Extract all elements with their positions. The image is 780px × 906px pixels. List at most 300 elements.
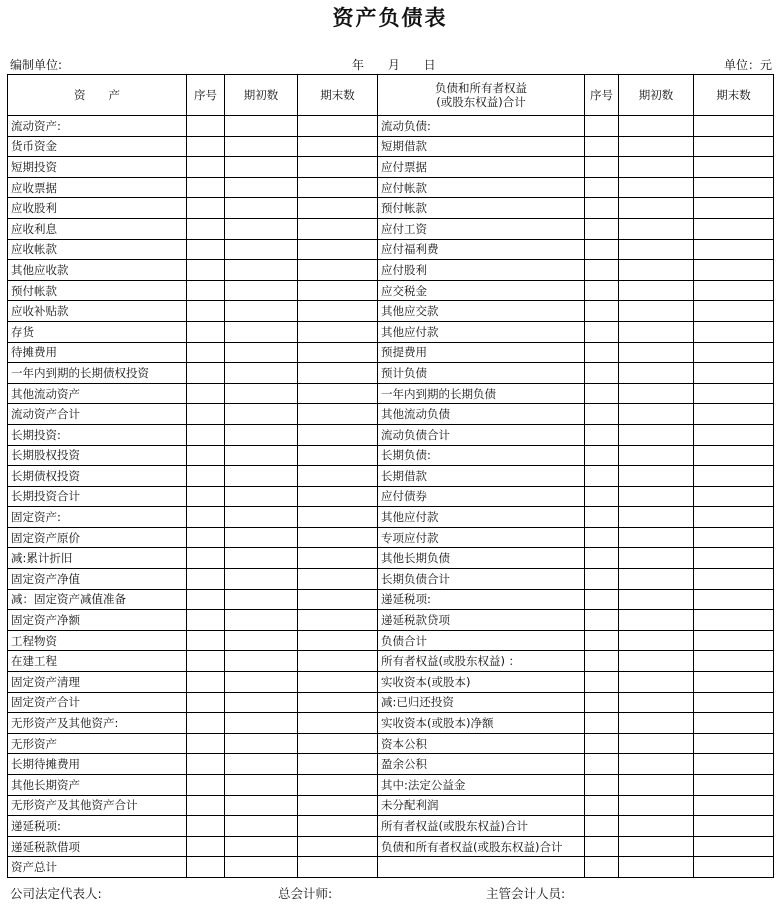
liability-end-cell[interactable] — [694, 239, 774, 260]
liability-end-cell[interactable] — [694, 445, 774, 466]
liability-item-cell: 其他流动负债 — [378, 404, 585, 425]
asset-seq-cell[interactable] — [187, 198, 225, 219]
table-row — [8, 507, 774, 528]
liability-end-cell[interactable] — [694, 363, 774, 384]
liability-item-cell: 负债合计 — [378, 630, 585, 651]
asset-item-cell: 应收帐款 — [8, 239, 187, 260]
liability-begin-cell[interactable] — [619, 404, 694, 425]
liability-end-cell[interactable] — [694, 857, 774, 878]
asset-end-cell[interactable] — [298, 795, 378, 816]
liability-seq-cell[interactable] — [585, 630, 619, 651]
asset-seq-cell[interactable] — [187, 445, 225, 466]
liability-begin-cell[interactable] — [619, 280, 694, 301]
liability-begin-cell[interactable] — [619, 569, 694, 590]
liability-end-cell[interactable] — [694, 466, 774, 487]
asset-seq-cell[interactable] — [187, 157, 225, 178]
asset-end-cell[interactable] — [298, 857, 378, 878]
liability-end-cell[interactable] — [694, 548, 774, 569]
liability-end-cell[interactable] — [694, 569, 774, 590]
liability-end-cell[interactable] — [694, 733, 774, 754]
liability-item-cell: 其中:法定公益金 — [378, 775, 585, 796]
asset-end-cell[interactable] — [298, 383, 378, 404]
asset-seq-cell[interactable] — [187, 218, 225, 239]
liability-begin-cell[interactable] — [619, 672, 694, 693]
asset-seq-cell[interactable] — [187, 321, 225, 342]
asset-item-cell: 固定资产净额 — [8, 610, 187, 631]
liability-begin-cell[interactable] — [619, 321, 694, 342]
table-row — [8, 116, 774, 137]
liability-seq-cell[interactable] — [585, 836, 619, 857]
asset-seq-cell[interactable] — [187, 651, 225, 672]
liability-end-cell[interactable] — [694, 795, 774, 816]
liability-seq-cell[interactable] — [585, 816, 619, 837]
liability-begin-cell[interactable] — [619, 692, 694, 713]
liability-begin-cell[interactable] — [619, 445, 694, 466]
asset-begin-cell[interactable] — [225, 527, 298, 548]
asset-end-cell[interactable] — [298, 177, 378, 198]
liability-seq-cell[interactable] — [585, 363, 619, 384]
liability-end-cell[interactable] — [694, 527, 774, 548]
liability-seq-cell[interactable] — [585, 775, 619, 796]
asset-end-cell[interactable] — [298, 116, 378, 137]
liability-seq-cell[interactable] — [585, 177, 619, 198]
liability-seq-cell[interactable] — [585, 795, 619, 816]
table-row — [8, 548, 774, 569]
liability-end-cell[interactable] — [694, 651, 774, 672]
asset-end-cell[interactable] — [298, 569, 378, 590]
asset-seq-cell[interactable] — [187, 136, 225, 157]
header-liabilities — [378, 75, 585, 116]
liability-item-cell: 其他应付款 — [378, 507, 585, 528]
liability-seq-cell[interactable] — [585, 713, 619, 734]
asset-begin-cell[interactable] — [225, 321, 298, 342]
table-row — [8, 733, 774, 754]
asset-end-cell[interactable] — [298, 548, 378, 569]
page-title: 资产负债表 — [332, 6, 448, 30]
table-row — [8, 713, 774, 734]
asset-seq-cell[interactable] — [187, 857, 225, 878]
asset-end-cell[interactable] — [298, 836, 378, 857]
asset-item-cell: 固定资产: — [8, 507, 187, 528]
header-begin-2: 期初数 — [619, 75, 694, 116]
liability-seq-cell[interactable] — [585, 610, 619, 631]
asset-end-cell[interactable] — [298, 527, 378, 548]
asset-end-cell[interactable] — [298, 754, 378, 775]
asset-item-cell: 递延税项: — [8, 816, 187, 837]
liability-begin-cell[interactable] — [619, 630, 694, 651]
header-begin: 期初数 — [225, 75, 298, 116]
asset-begin-cell[interactable] — [225, 548, 298, 569]
asset-begin-cell[interactable] — [225, 198, 298, 219]
table-row — [8, 486, 774, 507]
liability-seq-cell[interactable] — [585, 651, 619, 672]
asset-end-cell[interactable] — [298, 424, 378, 445]
liability-end-cell[interactable] — [694, 260, 774, 281]
liability-begin-cell[interactable] — [619, 754, 694, 775]
asset-item-cell: 其他长期资产 — [8, 775, 187, 796]
liability-item-cell: 应付工资 — [378, 218, 585, 239]
asset-end-cell[interactable] — [298, 157, 378, 178]
liability-item-cell: 长期借款 — [378, 466, 585, 487]
chief-accountant-label: 总会计师: — [278, 886, 333, 901]
asset-begin-cell[interactable] — [225, 260, 298, 281]
liability-item-cell: 一年内到期的长期负债 — [378, 383, 585, 404]
asset-seq-cell[interactable] — [187, 816, 225, 837]
asset-seq-cell[interactable] — [187, 260, 225, 281]
header-seq-2: 序号 — [585, 75, 619, 116]
asset-begin-cell[interactable] — [225, 116, 298, 137]
liability-seq-cell[interactable] — [585, 548, 619, 569]
asset-seq-cell[interactable] — [187, 507, 225, 528]
liability-begin-cell[interactable] — [619, 610, 694, 631]
liability-seq-cell[interactable] — [585, 733, 619, 754]
table-row — [8, 610, 774, 631]
header-assets: 资 产 — [8, 75, 187, 116]
asset-end-cell[interactable] — [298, 445, 378, 466]
liability-item-cell: 其他应付款 — [378, 321, 585, 342]
liability-begin-cell[interactable] — [619, 733, 694, 754]
asset-begin-cell[interactable] — [225, 136, 298, 157]
table-row — [8, 404, 774, 425]
liability-seq-cell[interactable] — [585, 383, 619, 404]
asset-end-cell[interactable] — [298, 610, 378, 631]
liability-seq-cell[interactable] — [585, 342, 619, 363]
liability-begin-cell[interactable] — [619, 239, 694, 260]
table-row — [8, 260, 774, 281]
asset-item-cell: 资产总计 — [8, 857, 187, 878]
asset-item-cell: 存货 — [8, 321, 187, 342]
liability-end-cell[interactable] — [694, 136, 774, 157]
liability-item-cell: 所有者权益(或股东权益)合计 — [378, 816, 585, 837]
liability-begin-cell[interactable] — [619, 260, 694, 281]
asset-item-cell: 待摊费用 — [8, 342, 187, 363]
asset-end-cell[interactable] — [298, 651, 378, 672]
liability-end-cell[interactable] — [694, 589, 774, 610]
asset-seq-cell[interactable] — [187, 775, 225, 796]
asset-item-cell: 长期投资合计 — [8, 486, 187, 507]
liability-end-cell[interactable] — [694, 218, 774, 239]
liability-end-cell[interactable] — [694, 198, 774, 219]
liability-end-cell[interactable] — [694, 157, 774, 178]
reporting-unit-label: 编制单位: — [10, 58, 63, 72]
asset-seq-cell[interactable] — [187, 569, 225, 590]
asset-end-cell[interactable] — [298, 280, 378, 301]
liability-item-cell: 预提费用 — [378, 342, 585, 363]
liability-begin-cell[interactable] — [619, 198, 694, 219]
asset-seq-cell[interactable] — [187, 280, 225, 301]
asset-begin-cell[interactable] — [225, 836, 298, 857]
liability-begin-cell[interactable] — [619, 116, 694, 137]
asset-seq-cell[interactable] — [187, 713, 225, 734]
liability-seq-cell[interactable] — [585, 218, 619, 239]
asset-begin-cell[interactable] — [225, 404, 298, 425]
liability-item-cell: 应交税金 — [378, 280, 585, 301]
asset-begin-cell[interactable] — [225, 775, 298, 796]
table-row — [8, 136, 774, 157]
asset-seq-cell[interactable] — [187, 795, 225, 816]
asset-end-cell[interactable] — [298, 404, 378, 425]
liability-end-cell[interactable] — [694, 775, 774, 796]
asset-item-cell: 长期待摊费用 — [8, 754, 187, 775]
asset-seq-cell[interactable] — [187, 301, 225, 322]
asset-item-cell: 长期投资: — [8, 424, 187, 445]
asset-seq-cell[interactable] — [187, 548, 225, 569]
asset-item-cell: 应收股利 — [8, 198, 187, 219]
liability-end-cell[interactable] — [694, 486, 774, 507]
liability-item-cell: 其他长期负债 — [378, 548, 585, 569]
liability-end-cell[interactable] — [694, 280, 774, 301]
asset-begin-cell[interactable] — [225, 177, 298, 198]
asset-seq-cell[interactable] — [187, 692, 225, 713]
liability-seq-cell[interactable] — [585, 301, 619, 322]
asset-end-cell[interactable] — [298, 630, 378, 651]
asset-item-cell: 固定资产净值 — [8, 569, 187, 590]
asset-end-cell[interactable] — [298, 466, 378, 487]
liability-end-cell[interactable] — [694, 116, 774, 137]
liability-end-cell[interactable] — [694, 177, 774, 198]
liability-begin-cell[interactable] — [619, 383, 694, 404]
asset-end-cell[interactable] — [298, 733, 378, 754]
asset-end-cell[interactable] — [298, 816, 378, 837]
table-row — [8, 218, 774, 239]
liability-item-cell — [378, 857, 585, 878]
asset-begin-cell[interactable] — [225, 157, 298, 178]
liability-begin-cell[interactable] — [619, 363, 694, 384]
liability-begin-cell[interactable] — [619, 342, 694, 363]
liability-begin-cell[interactable] — [619, 589, 694, 610]
asset-seq-cell[interactable] — [187, 466, 225, 487]
asset-item-cell: 货币资金 — [8, 136, 187, 157]
asset-end-cell[interactable] — [298, 301, 378, 322]
asset-seq-cell[interactable] — [187, 363, 225, 384]
liability-end-cell[interactable] — [694, 610, 774, 631]
liability-item-cell: 长期负债: — [378, 445, 585, 466]
asset-begin-cell[interactable] — [225, 424, 298, 445]
table-row — [8, 239, 774, 260]
asset-seq-cell[interactable] — [187, 383, 225, 404]
asset-end-cell[interactable] — [298, 260, 378, 281]
asset-end-cell[interactable] — [298, 218, 378, 239]
asset-begin-cell[interactable] — [225, 363, 298, 384]
asset-begin-cell[interactable] — [225, 692, 298, 713]
asset-end-cell[interactable] — [298, 507, 378, 528]
asset-begin-cell[interactable] — [225, 610, 298, 631]
liability-end-cell[interactable] — [694, 424, 774, 445]
liability-begin-cell[interactable] — [619, 424, 694, 445]
liability-item-cell: 专项应付款 — [378, 527, 585, 548]
liability-begin-cell[interactable] — [619, 466, 694, 487]
liability-seq-cell[interactable] — [585, 404, 619, 425]
asset-end-cell[interactable] — [298, 198, 378, 219]
asset-seq-cell[interactable] — [187, 672, 225, 693]
asset-begin-cell[interactable] — [225, 466, 298, 487]
liability-item-cell: 预付帐款 — [378, 198, 585, 219]
asset-end-cell[interactable] — [298, 136, 378, 157]
liability-item-cell: 资本公积 — [378, 733, 585, 754]
asset-seq-cell[interactable] — [187, 486, 225, 507]
asset-seq-cell[interactable] — [187, 239, 225, 260]
table-row — [8, 466, 774, 487]
table-row — [8, 198, 774, 219]
liability-seq-cell[interactable] — [585, 157, 619, 178]
liability-seq-cell[interactable] — [585, 857, 619, 878]
asset-begin-cell[interactable] — [225, 733, 298, 754]
liability-end-cell[interactable] — [694, 321, 774, 342]
asset-begin-cell[interactable] — [225, 239, 298, 260]
liability-seq-cell[interactable] — [585, 672, 619, 693]
liability-item-cell: 负债和所有者权益(或股东权益)合计 — [378, 836, 585, 857]
liability-begin-cell[interactable] — [619, 177, 694, 198]
liability-seq-cell[interactable] — [585, 260, 619, 281]
liability-begin-cell[interactable] — [619, 507, 694, 528]
liability-end-cell[interactable] — [694, 383, 774, 404]
asset-item-cell: 在建工程 — [8, 651, 187, 672]
asset-begin-cell[interactable] — [225, 754, 298, 775]
asset-seq-cell[interactable] — [187, 527, 225, 548]
liability-item-cell: 递延税款贷项 — [378, 610, 585, 631]
asset-begin-cell[interactable] — [225, 218, 298, 239]
asset-end-cell[interactable] — [298, 486, 378, 507]
liability-item-cell: 应付票据 — [378, 157, 585, 178]
asset-begin-cell[interactable] — [225, 445, 298, 466]
table-row — [8, 795, 774, 816]
asset-seq-cell[interactable] — [187, 116, 225, 137]
liability-item-cell: 流动负债合计 — [378, 424, 585, 445]
asset-begin-cell[interactable] — [225, 672, 298, 693]
liability-end-cell[interactable] — [694, 301, 774, 322]
liability-seq-cell[interactable] — [585, 507, 619, 528]
liability-begin-cell[interactable] — [619, 713, 694, 734]
asset-end-cell[interactable] — [298, 321, 378, 342]
liability-end-cell[interactable] — [694, 836, 774, 857]
liability-seq-cell[interactable] — [585, 198, 619, 219]
table-row — [8, 692, 774, 713]
asset-item-cell: 其他流动资产 — [8, 383, 187, 404]
asset-seq-cell[interactable] — [187, 342, 225, 363]
liability-end-cell[interactable] — [694, 816, 774, 837]
asset-begin-cell[interactable] — [225, 301, 298, 322]
liability-begin-cell[interactable] — [619, 775, 694, 796]
liability-seq-cell[interactable] — [585, 239, 619, 260]
asset-begin-cell[interactable] — [225, 569, 298, 590]
liability-seq-cell[interactable] — [585, 280, 619, 301]
asset-begin-cell[interactable] — [225, 589, 298, 610]
liability-begin-cell[interactable] — [619, 218, 694, 239]
asset-end-cell[interactable] — [298, 589, 378, 610]
asset-end-cell[interactable] — [298, 672, 378, 693]
asset-item-cell: 一年内到期的长期债权投资 — [8, 363, 187, 384]
header-liabilities-line1: 负债和所有者权益 — [435, 81, 527, 95]
liability-seq-cell[interactable] — [585, 445, 619, 466]
asset-begin-cell[interactable] — [225, 507, 298, 528]
liability-seq-cell[interactable] — [585, 321, 619, 342]
liability-seq-cell[interactable] — [585, 424, 619, 445]
asset-item-cell: 应收利息 — [8, 218, 187, 239]
liability-item-cell: 未分配利润 — [378, 795, 585, 816]
liability-end-cell[interactable] — [694, 507, 774, 528]
liability-end-cell[interactable] — [694, 713, 774, 734]
asset-seq-cell[interactable] — [187, 733, 225, 754]
liability-begin-cell[interactable] — [619, 816, 694, 837]
liability-begin-cell[interactable] — [619, 857, 694, 878]
table-row — [8, 754, 774, 775]
asset-begin-cell[interactable] — [225, 651, 298, 672]
table-row — [8, 445, 774, 466]
asset-end-cell[interactable] — [298, 239, 378, 260]
balance-sheet-table — [7, 74, 774, 878]
liability-seq-cell[interactable] — [585, 569, 619, 590]
liability-begin-cell[interactable] — [619, 548, 694, 569]
table-row — [8, 280, 774, 301]
liability-item-cell: 盈余公积 — [378, 754, 585, 775]
liability-seq-cell[interactable] — [585, 116, 619, 137]
liability-item-cell: 递延税项: — [378, 589, 585, 610]
asset-begin-cell[interactable] — [225, 857, 298, 878]
liability-end-cell[interactable] — [694, 342, 774, 363]
asset-end-cell[interactable] — [298, 342, 378, 363]
asset-item-cell: 无形资产及其他资产: — [8, 713, 187, 734]
liability-seq-cell[interactable] — [585, 754, 619, 775]
asset-seq-cell[interactable] — [187, 630, 225, 651]
liability-seq-cell[interactable] — [585, 486, 619, 507]
liability-end-cell[interactable] — [694, 630, 774, 651]
asset-end-cell[interactable] — [298, 713, 378, 734]
liability-end-cell[interactable] — [694, 692, 774, 713]
liability-begin-cell[interactable] — [619, 651, 694, 672]
asset-item-cell: 应收补贴款 — [8, 301, 187, 322]
liability-seq-cell[interactable] — [585, 527, 619, 548]
table-row — [8, 363, 774, 384]
liability-begin-cell[interactable] — [619, 136, 694, 157]
asset-seq-cell[interactable] — [187, 754, 225, 775]
asset-begin-cell[interactable] — [225, 713, 298, 734]
table-row — [8, 651, 774, 672]
liability-seq-cell[interactable] — [585, 466, 619, 487]
asset-seq-cell[interactable] — [187, 404, 225, 425]
liability-begin-cell[interactable] — [619, 795, 694, 816]
liability-begin-cell[interactable] — [619, 486, 694, 507]
asset-seq-cell[interactable] — [187, 424, 225, 445]
liability-item-cell: 流动负债: — [378, 116, 585, 137]
asset-seq-cell[interactable] — [187, 589, 225, 610]
asset-begin-cell[interactable] — [225, 280, 298, 301]
liability-end-cell[interactable] — [694, 672, 774, 693]
asset-begin-cell[interactable] — [225, 342, 298, 363]
table-row — [8, 177, 774, 198]
asset-end-cell[interactable] — [298, 775, 378, 796]
liability-seq-cell[interactable] — [585, 136, 619, 157]
asset-end-cell[interactable] — [298, 692, 378, 713]
liability-seq-cell[interactable] — [585, 589, 619, 610]
asset-seq-cell[interactable] — [187, 610, 225, 631]
asset-seq-cell[interactable] — [187, 177, 225, 198]
asset-begin-cell[interactable] — [225, 816, 298, 837]
asset-seq-cell[interactable] — [187, 836, 225, 857]
asset-end-cell[interactable] — [298, 363, 378, 384]
liability-end-cell[interactable] — [694, 404, 774, 425]
liability-begin-cell[interactable] — [619, 301, 694, 322]
asset-begin-cell[interactable] — [225, 795, 298, 816]
liability-end-cell[interactable] — [694, 754, 774, 775]
liability-seq-cell[interactable] — [585, 692, 619, 713]
asset-begin-cell[interactable] — [225, 486, 298, 507]
asset-begin-cell[interactable] — [225, 383, 298, 404]
header-end: 期末数 — [298, 75, 378, 116]
liability-begin-cell[interactable] — [619, 836, 694, 857]
liability-begin-cell[interactable] — [619, 527, 694, 548]
liability-begin-cell[interactable] — [619, 157, 694, 178]
asset-begin-cell[interactable] — [225, 630, 298, 651]
